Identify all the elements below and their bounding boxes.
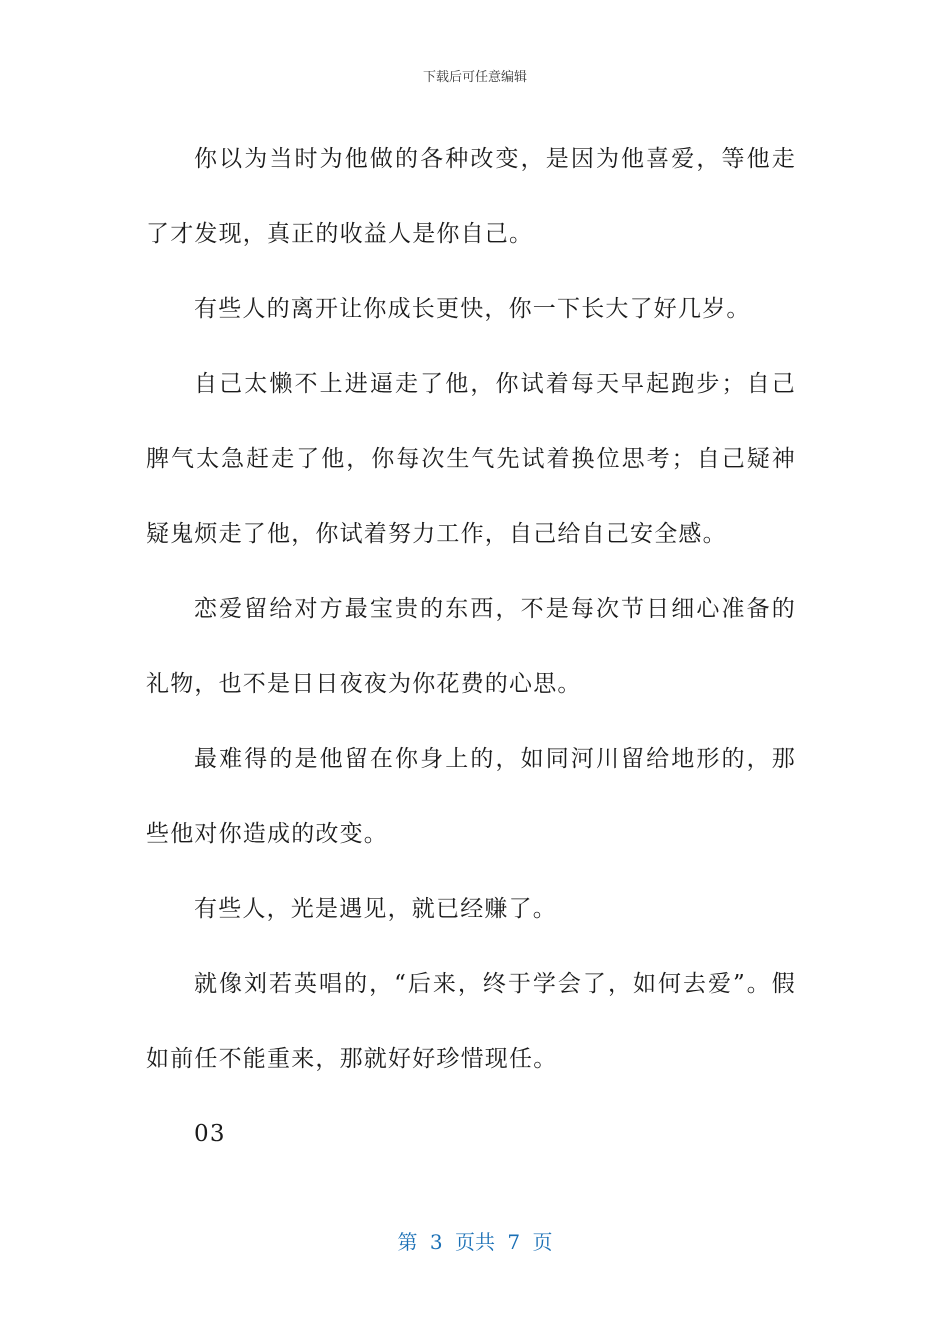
footer-middle: 页共 (455, 1230, 495, 1254)
footer-suffix: 页 (532, 1230, 553, 1254)
paragraph: 就像刘若英唱的，“后来，终于学会了，如何去爱”。假如前任不能重来，那就好好珍惜现任。 (146, 971, 796, 1072)
paragraph: 自己太懒不上进逼走了他，你试着每天早起跑步；自己脾气太急赶走了他，你每次生气先试着换位思考；自己疑神疑鬼烦走了他，你试着努力工作，自己给自己安全感。 (146, 371, 796, 547)
header-text: 下载后可任意编辑 (422, 70, 527, 85)
section-number: 03 (194, 1121, 226, 1147)
paragraph: 有些人的离开让你成长更快，你一下长大了好几岁。 (194, 296, 751, 322)
paragraph: 最难得的是他留在你身上的，如同河川留给地形的，那些他对你造成的改变。 (146, 746, 796, 847)
footer-current-page: 3 (429, 1230, 443, 1254)
page-header (0, 66, 950, 85)
paragraph: 你以为当时为他做的各种改变，是因为他喜爱，等他走了才发现，真正的收益人是你自己。 (146, 146, 796, 247)
paragraph: 有些人，光是遇见，就已经赚了。 (194, 896, 557, 922)
footer-prefix: 第 (397, 1230, 418, 1254)
page-footer (0, 1226, 950, 1255)
paragraph: 恋爱留给对方最宝贵的东西，不是每次节日细心准备的礼物，也不是日日夜夜为你花费的心思。 (146, 596, 796, 697)
footer-total-pages: 7 (507, 1230, 521, 1254)
document-body (146, 122, 796, 1172)
